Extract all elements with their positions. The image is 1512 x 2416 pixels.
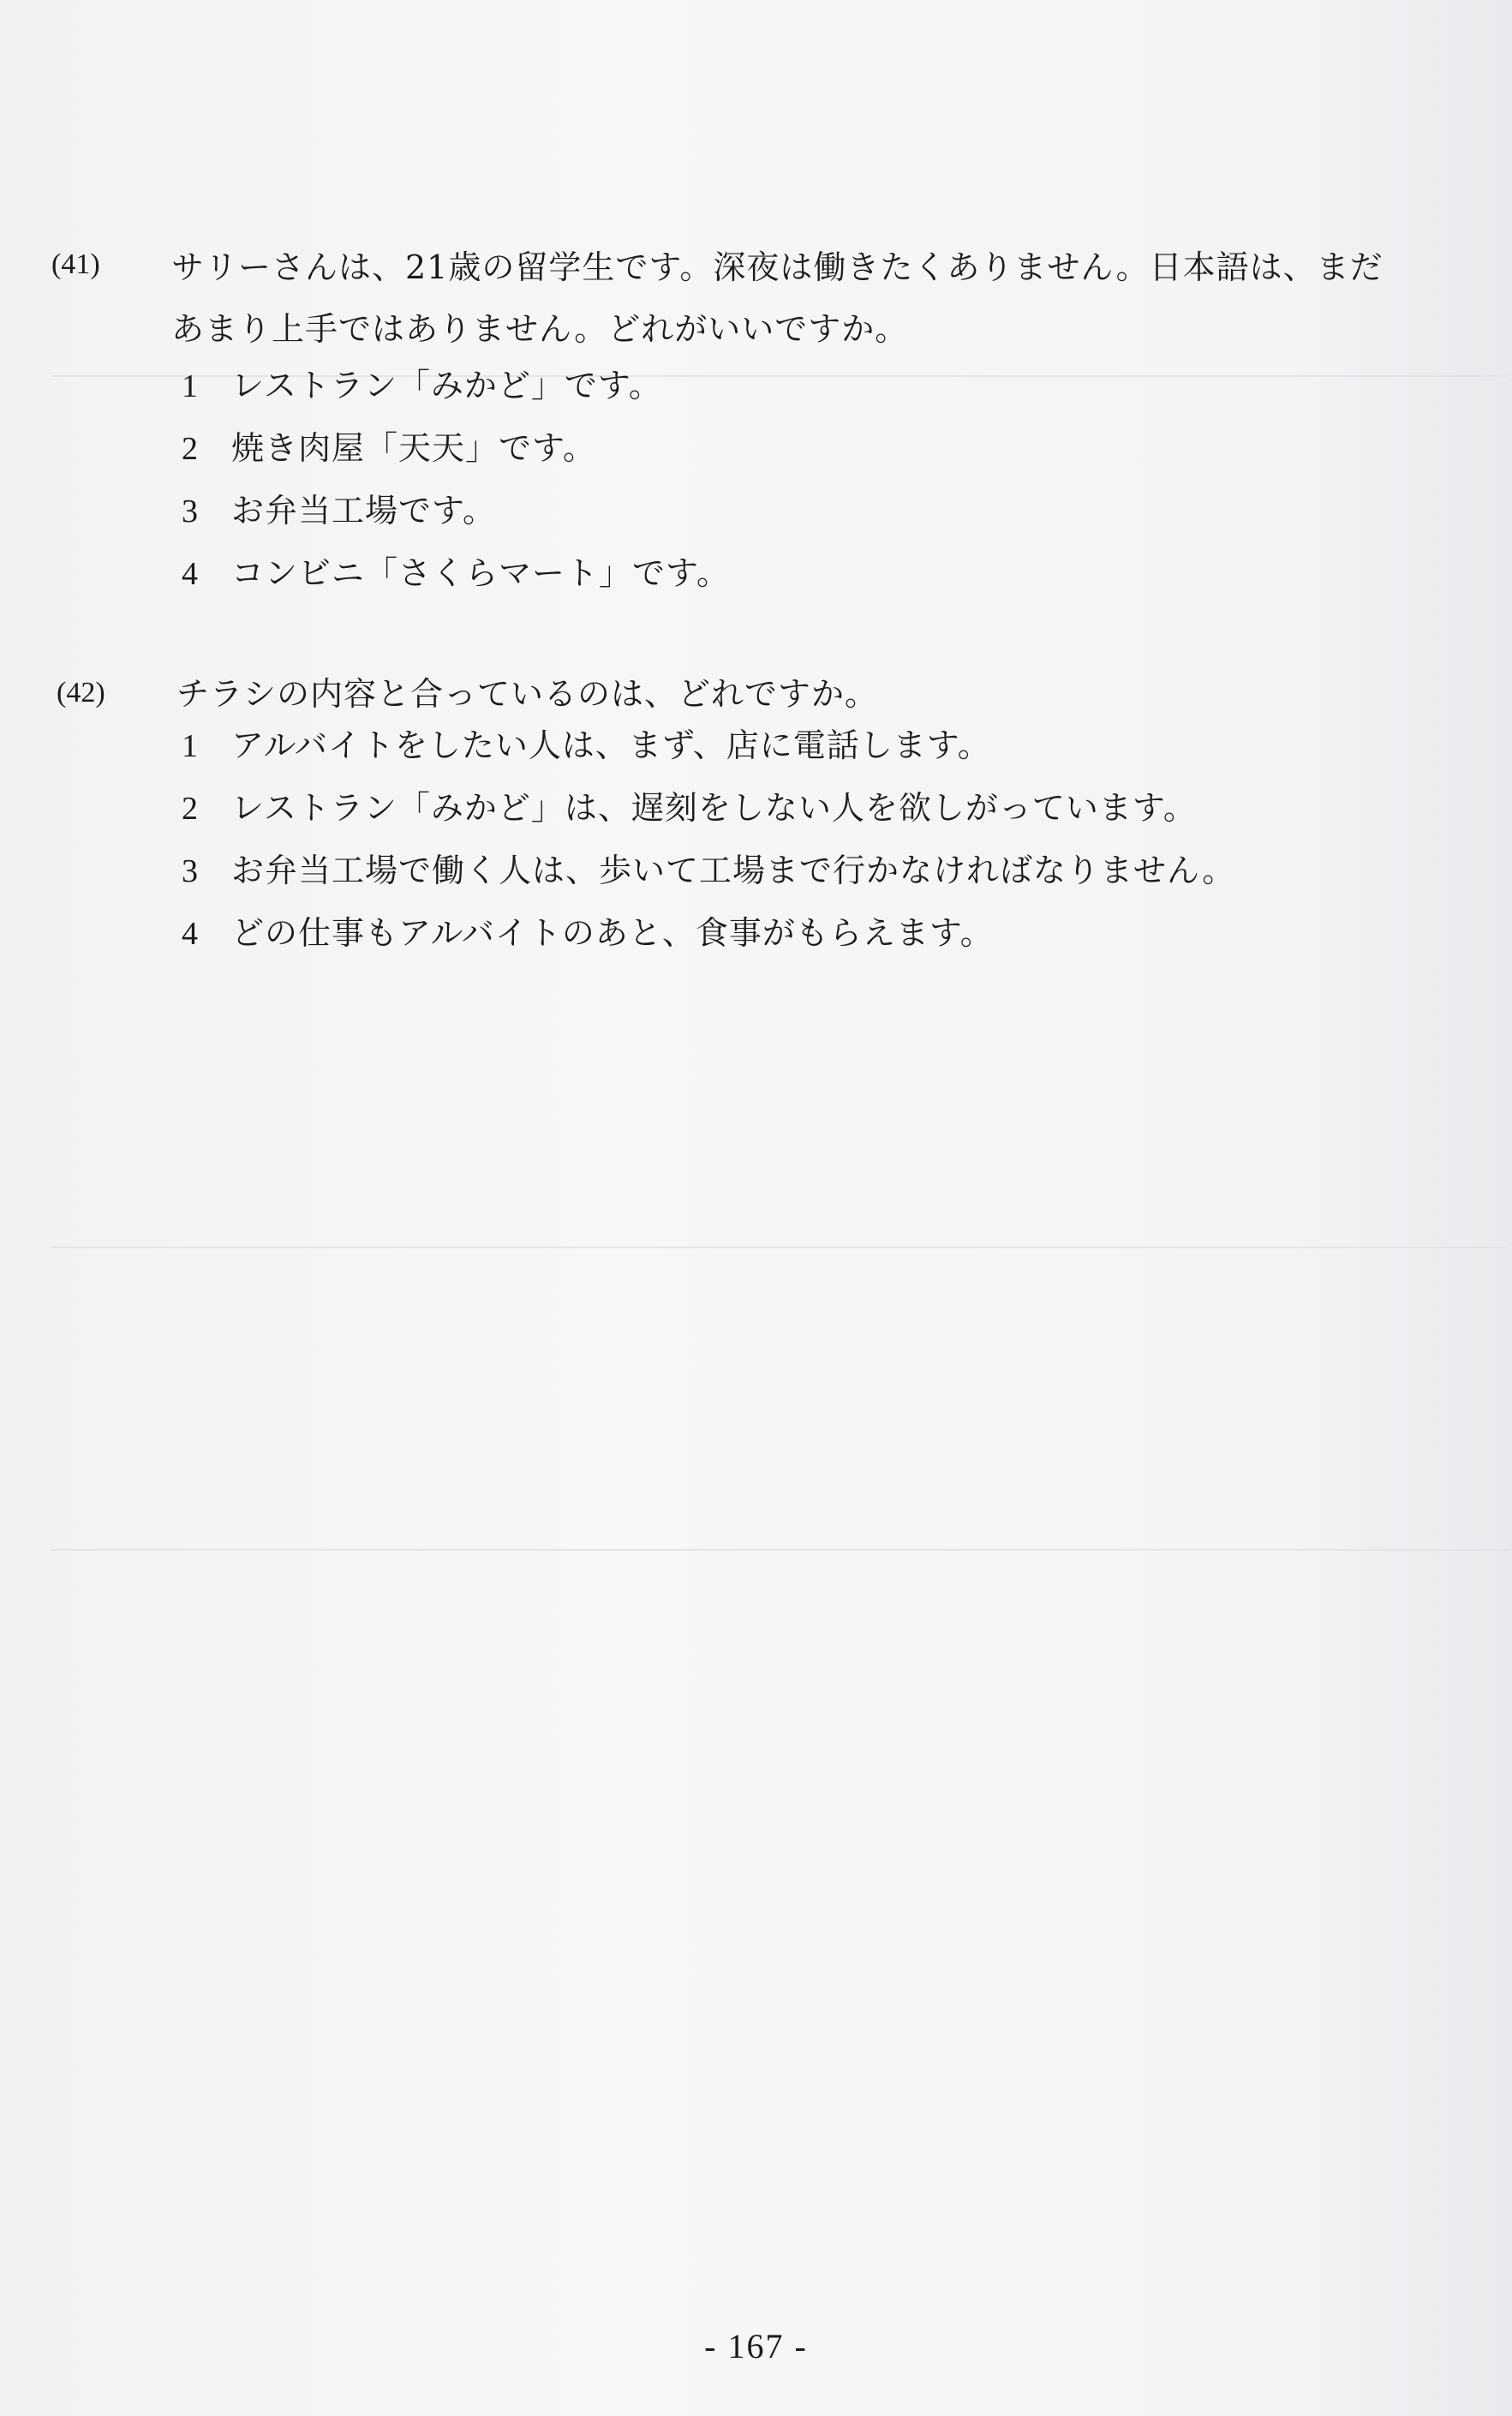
option-text: コンビニ「さくらマート」です。 [231,554,730,592]
answer-options [182,715,1235,965]
option-number: 3 [182,853,199,889]
answer-option-4[interactable] [182,542,730,605]
option-number: 1 [182,368,199,404]
option-number: 4 [182,556,199,592]
option-number: 1 [182,728,199,764]
answer-option-3[interactable] [182,840,1235,902]
show-through-rule [51,1549,1508,1551]
question-number: (41) [51,248,100,280]
option-number: 2 [182,431,199,467]
page-number: - 167 - [704,2327,808,2365]
answer-options [182,355,730,605]
stem-line: サリーさんは、21歳の留学生です。深夜は働きたくありません。日本語は、まだ [171,248,1384,286]
answer-option-2[interactable] [182,777,1235,840]
option-text: レストラン「みかど」です。 [231,367,662,404]
option-text: お弁当工場です。 [231,492,496,529]
option-number: 4 [182,916,199,952]
option-text: アルバイトをしたい人は、まず、店に電話します。 [231,727,991,764]
option-text: 焼き肉屋「天天」です。 [231,429,596,467]
answer-option-4[interactable] [182,902,1235,965]
answer-option-1[interactable] [182,715,1235,777]
answer-option-3[interactable] [182,480,730,542]
option-text: お弁当工場で働く人は、歩いて工場まで行かなければなりません。 [231,852,1236,889]
show-through-rule [51,1247,1508,1248]
answer-option-1[interactable] [182,355,730,417]
question-stem [171,236,1508,360]
stem-line: あまり上手ではありません。どれがいいですか。 [171,310,909,348]
stem-line: チラシの内容と合っているのは、どれですか。 [176,675,879,713]
option-text: レストラン「みかど」は、遅刻をしない人を欲しがっています。 [231,789,1197,827]
option-number: 2 [182,791,199,827]
option-text: どの仕事もアルバイトのあと、食事がもらえます。 [231,914,994,952]
option-number: 3 [182,493,199,529]
question-number: (42) [57,677,105,709]
answer-option-2[interactable] [182,417,730,480]
